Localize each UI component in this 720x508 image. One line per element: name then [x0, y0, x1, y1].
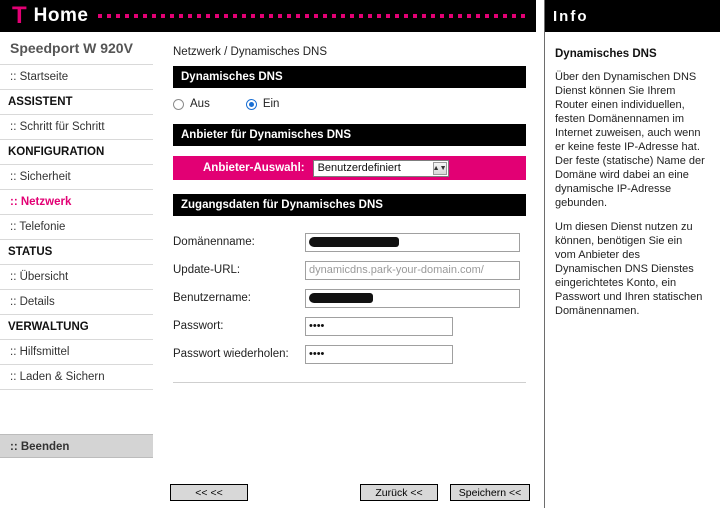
sidebar: [0, 32, 158, 508]
provider-label: Anbieter-Auswahl:: [203, 162, 305, 174]
info-panel-title: Dynamisches DNS: [555, 48, 657, 60]
section-header-dyndns: Dynamisches DNS: [173, 66, 526, 88]
first-page-button[interactable]: << <<: [170, 484, 248, 501]
sidebar-item-laden-sichern[interactable]: :: Laden & Sichern: [0, 365, 153, 390]
sidebar-item-telefonie[interactable]: :: Telefonie: [0, 215, 153, 240]
sidebar-head-status: STATUS: [0, 240, 153, 265]
back-button[interactable]: Zurück <<: [360, 484, 438, 501]
passwort-label: Passwort:: [173, 320, 224, 332]
provider-select-value: Benutzerdefiniert: [317, 162, 401, 174]
radio-aus[interactable]: [173, 99, 184, 110]
domaenenname-input[interactable]: [305, 233, 520, 252]
domaenenname-label: Domänenname:: [173, 236, 255, 248]
sidebar-head-assistent: ASSISTENT: [0, 90, 153, 115]
page-title: Home: [33, 5, 89, 26]
field-row-passwort-wiederholen: [173, 340, 526, 368]
device-model-label: Speedport W 920V: [0, 32, 157, 64]
panel-divider: [536, 0, 544, 508]
telekom-t-logo: T: [12, 2, 26, 29]
exit-button[interactable]: :: Beenden: [0, 434, 153, 458]
provider-select[interactable]: [313, 160, 449, 177]
info-panel: [544, 0, 720, 508]
section-header-anbieter: Anbieter für Dynamisches DNS: [173, 124, 526, 146]
redacted-value: [309, 293, 373, 303]
passwort-wiederholen-input[interactable]: ••••: [305, 345, 453, 364]
section-header-zugangsdaten: Zugangsdaten für Dynamisches DNS: [173, 194, 526, 216]
update-url-label: Update-URL:: [173, 264, 241, 276]
save-button[interactable]: Speichern <<: [450, 484, 530, 501]
info-panel-header: Info: [545, 0, 720, 32]
sidebar-item-sicherheit[interactable]: :: Sicherheit: [0, 165, 153, 190]
sidebar-item-details[interactable]: :: Details: [0, 290, 153, 315]
update-url-input[interactable]: dynamicdns.park-your-domain.com/: [305, 261, 520, 280]
dyndns-enable-radiogroup: [173, 98, 536, 110]
sidebar-head-verwaltung: VERWALTUNG: [0, 315, 153, 340]
credentials-form: [173, 228, 526, 368]
form-divider: [173, 382, 526, 383]
redacted-value: [309, 237, 399, 247]
breadcrumb: Netzwerk / Dynamisches DNS: [173, 46, 328, 58]
app-header: [0, 0, 536, 32]
sidebar-head-konfiguration: KONFIGURATION: [0, 140, 153, 165]
benutzername-label: Benutzername:: [173, 292, 251, 304]
sidebar-item-startseite[interactable]: :: Startseite: [0, 65, 153, 90]
field-row-update-url: [173, 256, 526, 284]
sidebar-nav: [0, 64, 153, 390]
dotted-line-icon: [98, 14, 528, 18]
chevron-updown-icon[interactable]: ▲▼: [433, 162, 447, 175]
passwort-input[interactable]: ••••: [305, 317, 453, 336]
radio-ein[interactable]: [246, 99, 257, 110]
sidebar-item-schritt-fuer-schritt[interactable]: :: Schritt für Schritt: [0, 115, 153, 140]
field-row-benutzername: [173, 284, 526, 312]
sidebar-item-uebersicht[interactable]: :: Übersicht: [0, 265, 153, 290]
info-paragraph-2: Um diesen Dienst nutzen zu können, benötigen Sie ein vom Anbieter des Dynamischen DNS Dienstes eingerichtetes Konto, ein Passwort und Ihren statischen Domänennamen.: [555, 221, 703, 317]
info-paragraph-1: Über den Dynamischen DNS Dienst können Sie Ihrem Router einen individuellen, festen Domänennamen im Internet zuweisen, auch wenn er keine feste IP-Adresse hat. Der feste (statische) Name der Domäne wird dabei an eine dynamische IP-Adresse gebunden.: [555, 71, 705, 209]
footer-buttons: [158, 478, 536, 508]
radio-aus-label[interactable]: Aus: [190, 98, 210, 110]
sidebar-item-hilfsmittel[interactable]: :: Hilfsmittel: [0, 340, 153, 365]
radio-ein-label[interactable]: Ein: [262, 98, 280, 110]
main-content: [158, 32, 536, 508]
sidebar-item-netzwerk[interactable]: :: Netzwerk: [0, 190, 153, 215]
field-row-domaenenname: [173, 228, 526, 256]
field-row-passwort: [173, 312, 526, 340]
provider-selection-row: [173, 156, 526, 180]
benutzername-input[interactable]: [305, 289, 520, 308]
passwort-wiederholen-label: Passwort wiederholen:: [173, 348, 289, 360]
